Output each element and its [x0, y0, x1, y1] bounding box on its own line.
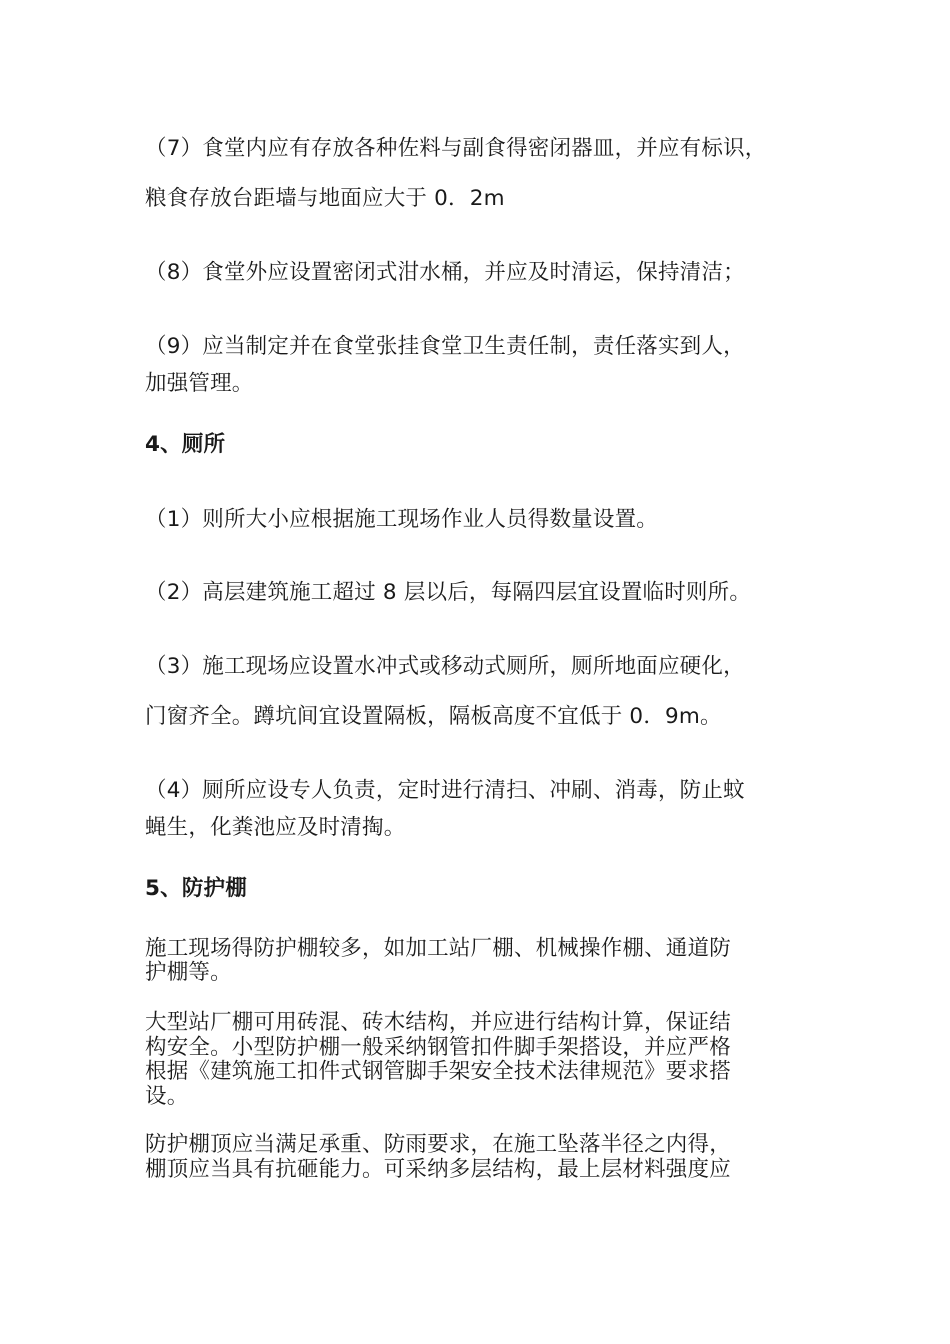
text-line-shed-p1b: 护棚等。 [145, 960, 232, 985]
text-line-canteen-7a: （7）食堂内应有存放各种佐料与副食得密闭器皿，并应有标识， [145, 136, 767, 161]
text-line-shed-p2c: 根据《建筑施工扣件式钢管脚手架安全技术法律规范》要求搭 [145, 1059, 731, 1084]
text-line-toilet-4b: 蝇生，化粪池应及时清掏。 [145, 815, 406, 840]
text-line-toilet-3a: （3）施工现场应设置水冲式或移动式厕所，厕所地面应硬化， [145, 654, 745, 679]
section-heading-shed: 5、防护棚 [145, 876, 247, 901]
text-line-toilet-4a: （4）厕所应设专人负责，定时进行清扫、冲刷、消毒，防止蚊 [145, 778, 745, 803]
text-line-shed-p2d: 设。 [145, 1084, 189, 1109]
text-line-shed-p2a: 大型站厂棚可用砖混、砖木结构，并应进行结构计算，保证结 [145, 1010, 731, 1035]
text-line-canteen-9a: （9）应当制定并在食堂张挂食堂卫生责任制，责任落实到人， [145, 334, 745, 359]
text-line-canteen-9b: 加强管理。 [145, 371, 254, 396]
text-line-canteen-7b: 粮食存放台距墙与地面应大于 0．2m [145, 186, 505, 211]
text-line-shed-p1a: 施工现场得防护棚较多，如加工站厂棚、机械操作棚、通道防 [145, 936, 731, 961]
text-line-toilet-2: （2）高层建筑施工超过 8 层以后，每隔四层宜设置临时则所。 [145, 580, 752, 605]
text-line-shed-p3a: 防护棚顶应当满足承重、防雨要求，在施工坠落半径之内得， [145, 1132, 731, 1157]
text-line-shed-p3b: 棚顶应当具有抗砸能力。可采纳多层结构，最上层材料强度应 [145, 1157, 731, 1182]
section-heading-toilet: 4、厕所 [145, 432, 226, 457]
text-line-toilet-3b: 门窗齐全。蹲坑间宜设置隔板，隔板高度不宜低于 0．9m。 [145, 704, 722, 729]
text-line-shed-p2b: 构安全。小型防护棚一般采纳钢管扣件脚手架搭设，并应严格 [145, 1035, 731, 1060]
text-line-toilet-1: （1）则所大小应根据施工现场作业人员得数量设置。 [145, 507, 658, 532]
text-line-canteen-8: （8）食堂外应设置密闭式泔水桶，并应及时清运，保持清洁； [145, 260, 745, 285]
